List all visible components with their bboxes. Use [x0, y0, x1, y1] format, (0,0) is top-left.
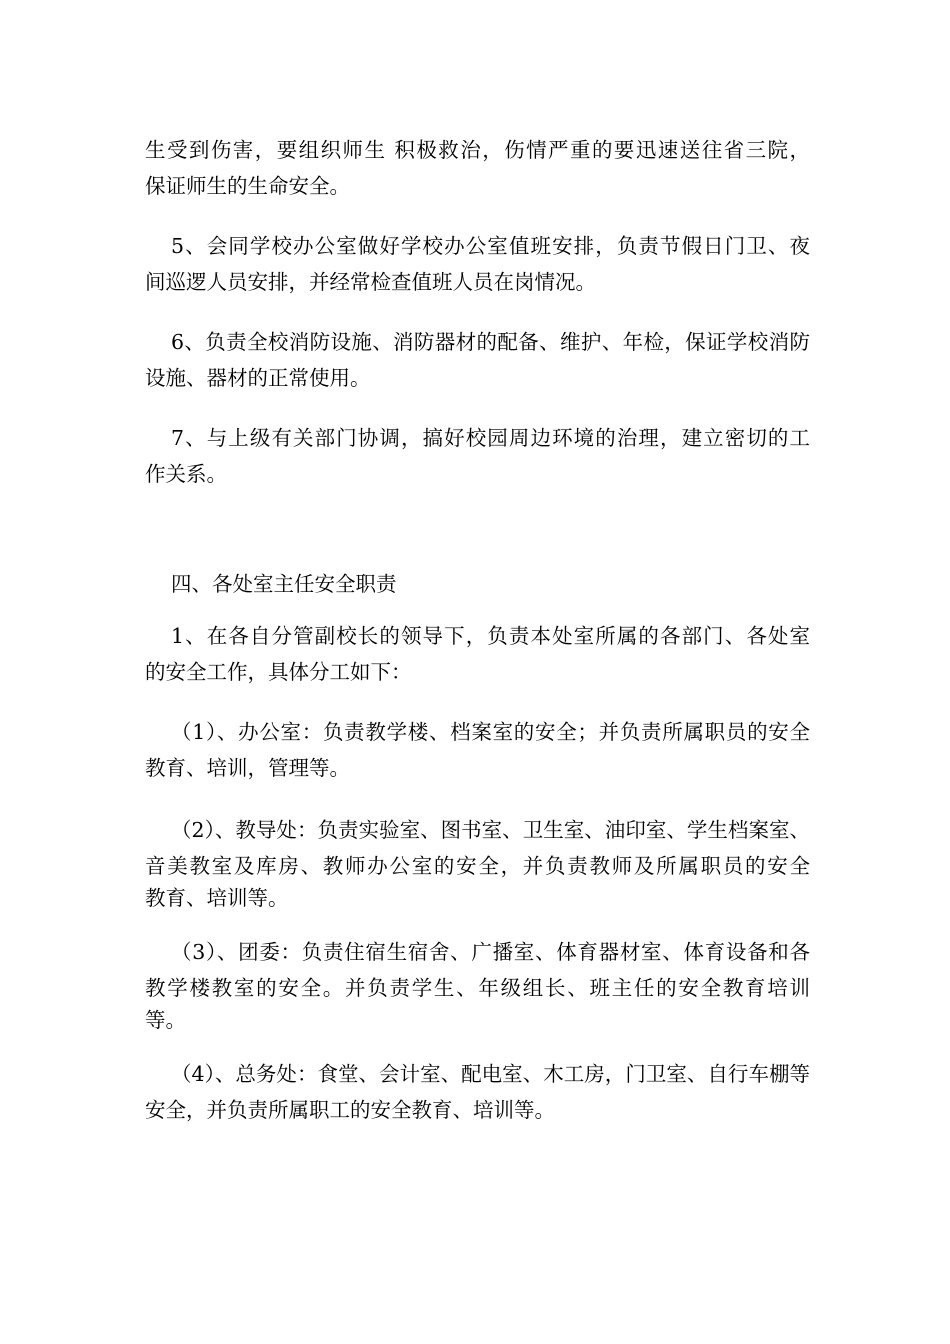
- paragraph-section4-item-1: [145, 618, 810, 690]
- paragraph-item-5: [145, 228, 810, 300]
- text-line: 1、在各自分管副校长的领导下，负责本处室所属的各部门、各处室: [171, 624, 810, 648]
- text-line: 5、会同学校办公室做好学校办公室值班安排，负责节假日门卫、夜: [171, 234, 810, 258]
- paragraph-office: [145, 714, 810, 786]
- text-line: 等。: [145, 1008, 186, 1032]
- text-line: 6、负责全校消防设施、消防器材的配备、维护、年检，保证学校消防: [171, 330, 810, 354]
- paragraph-youth-league: [145, 934, 810, 1038]
- text-line: 安全，并负责所属职工的安全教育、培训等。: [145, 1098, 555, 1122]
- paragraph-item-6: [145, 324, 810, 396]
- text-line: （3）、团委：负责住宿生宿舍、广播室、体育器材室、体育设备和各: [171, 940, 810, 964]
- text-line: 音美教室及库房、教师办公室的安全，并负责教师及所属职员的安全: [145, 854, 810, 878]
- section-heading-text: 四、各处室主任安全职责: [171, 572, 397, 596]
- text-line: 的安全工作，具体分工如下：: [145, 660, 412, 684]
- paragraph-general-affairs: [145, 1056, 810, 1128]
- text-line: 保证师生的生命安全。: [145, 174, 350, 198]
- text-line: （2）、教导处：负责实验室、图书室、卫生室、油印室、学生档案室、: [171, 818, 810, 842]
- text-line: 7、与上级有关部门协调，搞好校园周边环境的治理，建立密切的工: [171, 426, 810, 450]
- text-line: 教学楼教室的安全。并负责学生、年级组长、班主任的安全教育培训: [145, 976, 810, 1000]
- text-line: （1）、办公室：负责教学楼、档案室的安全；并负责所属职员的安全: [171, 720, 810, 744]
- text-line: 作关系。: [145, 462, 227, 486]
- paragraph-rescue: [145, 132, 810, 204]
- text-line: （4）、总务处：食堂、会计室、配电室、木工房，门卫室、自行车棚等: [171, 1062, 810, 1086]
- paragraph-item-7: [145, 420, 810, 492]
- text-line: 间巡逻人员安排，并经常检查值班人员在岗情况。: [145, 270, 596, 294]
- text-line: 生受到伤害，要组织师生 积极救治，伤情严重的要迅速送往省三院，: [145, 138, 810, 162]
- text-line: 教育、培训，管理等。: [145, 756, 350, 780]
- text-line: 教育、培训等。: [145, 886, 289, 910]
- text-line: 设施、器材的正常使用。: [145, 366, 371, 390]
- section-heading: [145, 566, 810, 602]
- paragraph-academic-affairs: [145, 812, 810, 916]
